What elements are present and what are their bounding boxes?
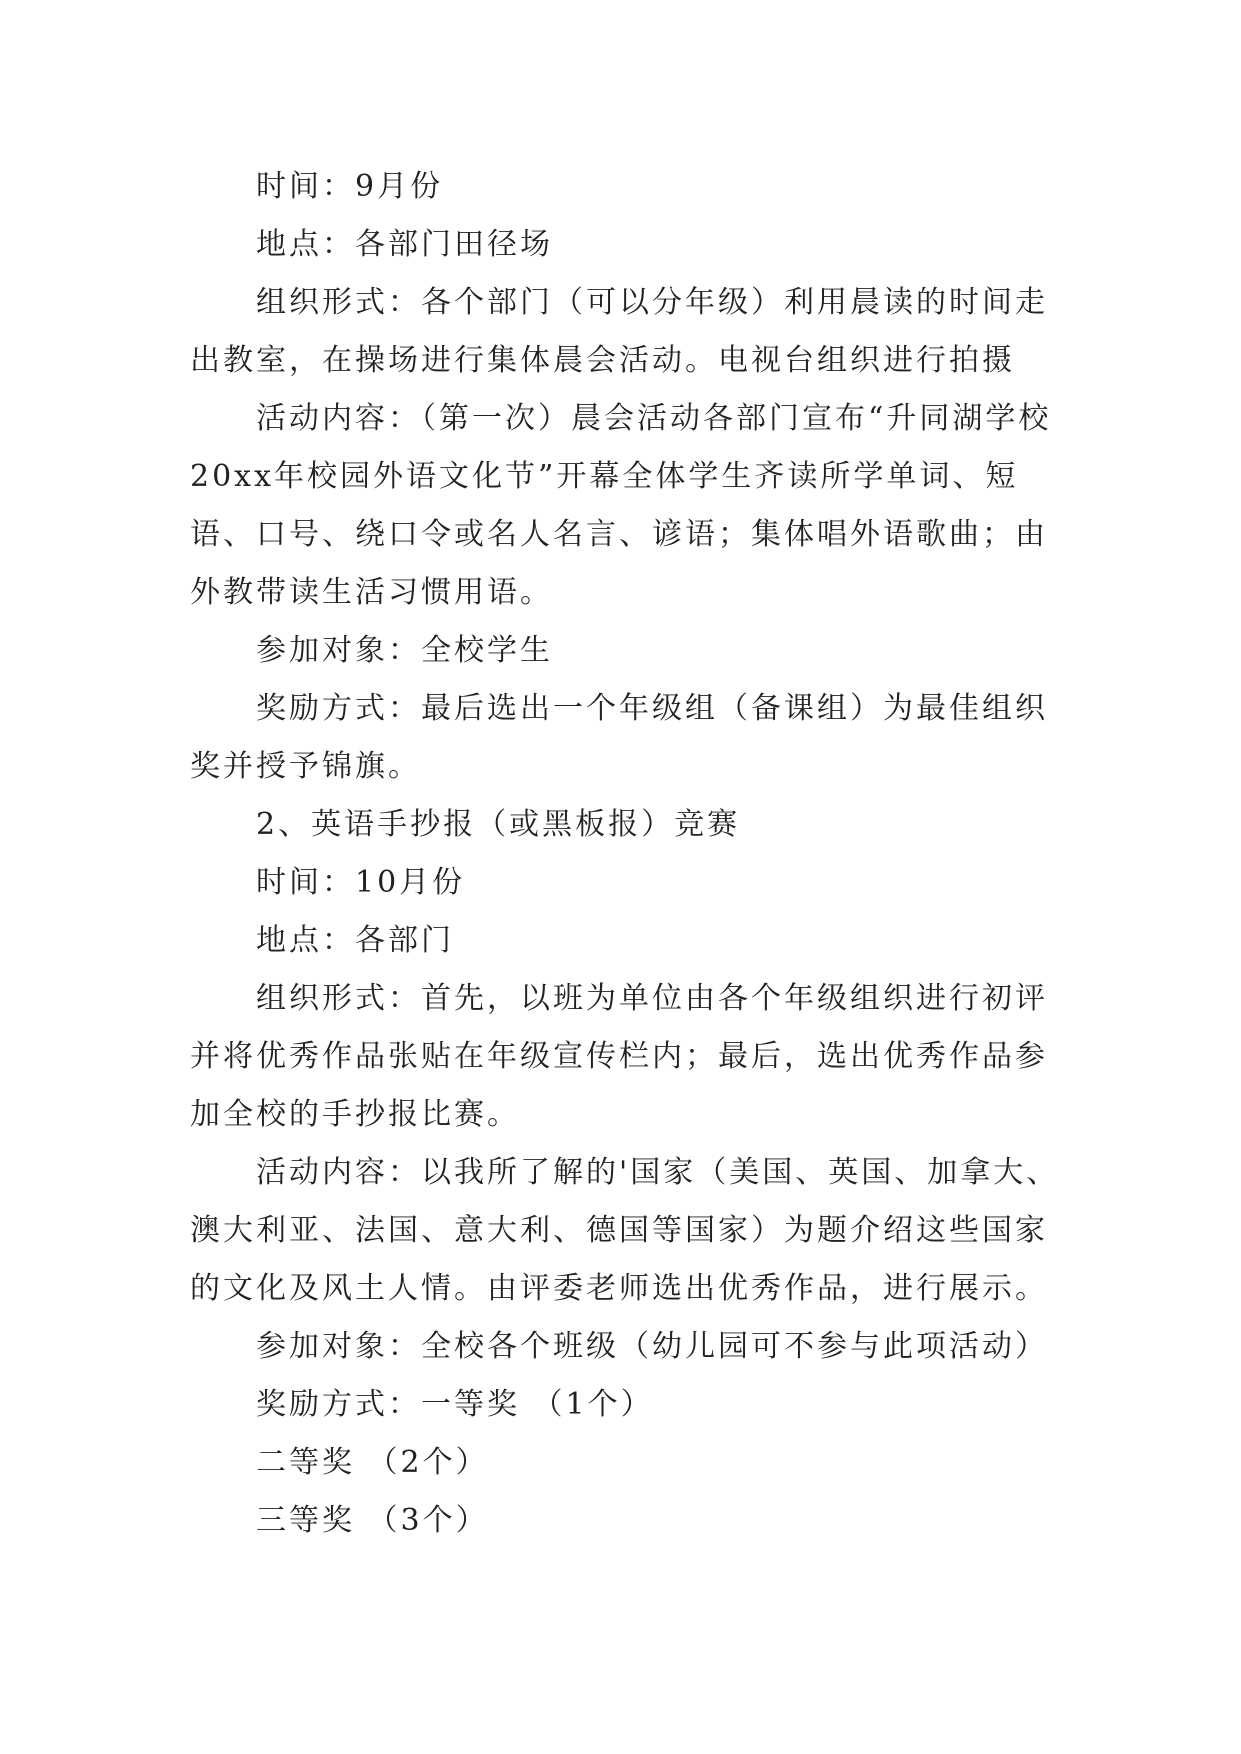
paragraph-location: 地点：各部门田径场 [256,227,553,262]
paragraph-activity-content-2: 活动内容：以我所了解的'国家（美国、英国、加拿大、澳大利亚、法国、意大利、德国等国家）为题介绍这些国家的文化及风土人情。由评委老师选出优秀作品，进行展示。 [190,1155,1060,1306]
paragraph-time: 时间：9月份 [256,169,444,204]
document-body [190,158,1070,1550]
paragraph-organization-form-2: 组织形式：首先，以班为单位由各个年级组织进行初评并将优秀作品张贴在年级宣传栏内；最后，选出优秀作品参加全校的手抄报比赛。 [190,981,1048,1132]
paragraph-third-prize: 三等奖 （3个） [256,1503,489,1538]
paragraph-reward-method: 奖励方式：最后选出一个年级组（备课组）为最佳组织奖并授予锦旗。 [190,691,1048,784]
paragraph-time-2: 时间：10月份 [256,865,466,900]
paragraph-second-prize: 二等奖 （2个） [256,1445,489,1480]
section-heading-contest: 2、英语手抄报（或黑板报）竞赛 [256,807,741,842]
paragraph-participants-2: 参加对象：全校各个班级（幼儿园可不参与此项活动） [256,1329,1048,1364]
paragraph-location-2: 地点：各部门 [256,923,454,958]
paragraph-activity-content: 活动内容：（第一次）晨会活动各部门宣布“升同湖学校20xx年校园外语文化节”开幕全体学生齐读所学单词、短语、口号、绕口令或名人名言、谚语；集体唱外语歌曲；由外教带读生活习惯用语。 [190,401,1052,610]
paragraph-participants: 参加对象：全校学生 [256,633,553,668]
paragraph-organization-form: 组织形式：各个部门（可以分年级）利用晨读的时间走出教室，在操场进行集体晨会活动。电视台组织进行拍摄 [190,285,1048,378]
paragraph-reward-first-prize: 奖励方式：一等奖 （1个） [256,1387,654,1422]
